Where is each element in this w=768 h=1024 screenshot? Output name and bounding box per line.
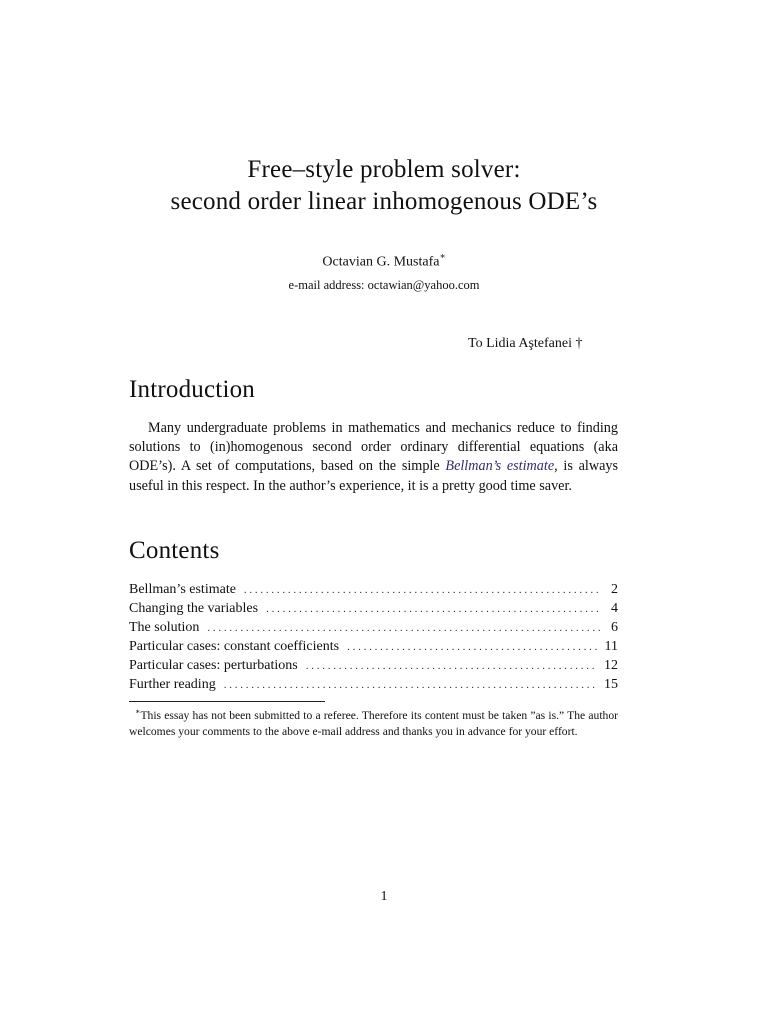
author-email: e-mail address: octawian@yahoo.com — [288, 278, 480, 292]
toc-entry[interactable] — [129, 637, 618, 656]
dedication: To Lidia Aştefanei † — [468, 336, 583, 351]
toc-leader-dots — [266, 600, 602, 619]
toc-leader-dots — [207, 619, 602, 638]
toc-entry-label: Further reading — [129, 677, 216, 692]
toc-entry[interactable] — [129, 656, 618, 675]
author-name: Octavian G. Mustafa — [322, 254, 440, 270]
contents-heading: Contents — [129, 537, 220, 564]
intro-text-before: Many undergraduate problems in mathematics and mechanics reduce to finding solutions to (in)homogenous second order ordinary differential equations (aka ODE’s). A set of computations, based on the simple — [129, 420, 618, 475]
toc-entry-page: 15 — [604, 677, 618, 692]
introduction-paragraph — [129, 419, 618, 496]
footnote — [129, 704, 618, 741]
page-number: 1 — [380, 889, 388, 904]
introduction-heading: Introduction — [129, 376, 255, 403]
toc-entry-page: 6 — [611, 620, 618, 635]
toc-leader-dots — [306, 657, 598, 676]
table-of-contents — [129, 580, 618, 694]
author-line — [0, 252, 768, 271]
paper-title — [0, 154, 768, 218]
footnote-marker: ∗ — [135, 707, 141, 716]
intro-emphasis: Bellman’s estimate — [445, 458, 555, 475]
toc-entry[interactable] — [129, 618, 618, 637]
toc-entry-page: 11 — [604, 639, 618, 654]
toc-entry[interactable] — [129, 580, 618, 599]
toc-entry[interactable] — [129, 599, 618, 618]
toc-entry-page: 12 — [604, 658, 618, 673]
toc-entry-label: Particular cases: perturbations — [129, 658, 298, 673]
toc-leader-dots — [224, 676, 598, 695]
toc-entry-page: 2 — [611, 582, 618, 597]
toc-leader-dots — [347, 638, 598, 657]
toc-entry-label: The solution — [129, 620, 200, 635]
toc-entry-label: Bellman’s estimate — [129, 582, 236, 597]
author-footnote-marker: ∗ — [439, 251, 446, 261]
intro-text-after: , is always useful in this respect. In the author’s experience, it is a pretty good time saver. — [129, 458, 618, 494]
footnote-rule — [129, 701, 325, 702]
toc-leader-dots — [244, 581, 602, 600]
toc-entry-label: Changing the variables — [129, 601, 259, 616]
footnote-text: This essay has not been submitted to a referee. Therefore its content must be taken ”as is.” The author welcomes your comments to the above e-mail address and thanks you in advance for your effort. — [129, 708, 618, 739]
title-line-2: second order linear inhomogenous ODE’s — [170, 188, 598, 215]
toc-entry-page: 4 — [611, 601, 618, 616]
toc-entry[interactable] — [129, 675, 618, 694]
title-line-1: Free–style problem solver: — [247, 156, 521, 183]
toc-entry-label: Particular cases: constant coefficients — [129, 639, 340, 654]
